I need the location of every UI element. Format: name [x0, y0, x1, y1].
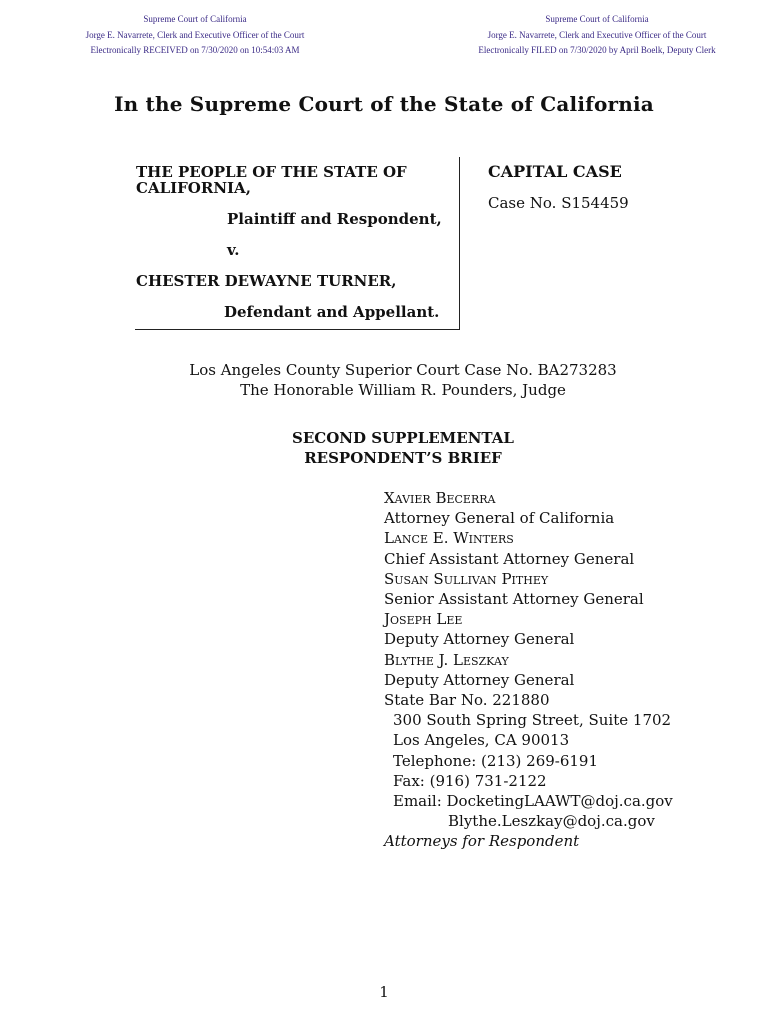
fax: Fax: (916) 731-2122: [393, 771, 547, 790]
stamp-right-line3: Electronically FILED on 7/30/2020 by April Boelk, Deputy Clerk: [478, 45, 716, 55]
address-line1: 300 South Spring Street, Suite 1702: [393, 711, 672, 730]
party1-role: Plaintiff and Respondent,: [227, 210, 442, 228]
party2-role: Defendant and Appellant.: [224, 303, 440, 321]
versus: v.: [227, 241, 240, 259]
counsel-role: Attorneys for Respondent: [384, 832, 580, 851]
counsel-name: Xavier Becerra: [384, 489, 496, 507]
email-secondary: Blythe.Leszkay@doj.ca.gov: [448, 812, 655, 831]
counsel-name: Joseph Lee: [384, 610, 463, 629]
address-line2: Los Angeles, CA 90013: [393, 731, 570, 750]
lower-court-info: [0, 360, 768, 400]
brief-title-line1: SECOND SUPPLEMENTAL: [292, 429, 514, 447]
counsel-title: Attorney General of California: [384, 509, 615, 528]
brief-title-line2: RESPONDENT’S BRIEF: [304, 449, 502, 467]
party1-line1: THE PEOPLE OF THE STATE OF: [136, 163, 407, 181]
received-stamp: [40, 12, 350, 59]
stamp-right-line2: Jorge E. Navarrete, Clerk and Executive Officer of the Court: [487, 29, 707, 40]
counsel-title: Senior Assistant Attorney General: [384, 590, 644, 609]
counsel-title: Deputy Attorney General: [384, 630, 575, 649]
lower-court-judge: The Honorable William R. Pounders, Judge: [240, 381, 566, 399]
telephone: Telephone: (213) 269-6191: [393, 751, 599, 770]
filed-stamp: [458, 12, 736, 59]
state-bar-number: State Bar No. 221880: [384, 691, 550, 710]
capital-case-label: CAPITAL CASE: [488, 162, 622, 181]
lower-court-case: Los Angeles County Superior Court Case No. BA273283: [189, 361, 617, 379]
counsel-title: Deputy Attorney General: [384, 670, 575, 689]
stamp-right-line1: Supreme Court of California: [545, 14, 649, 24]
counsel-title: Chief Assistant Attorney General: [384, 549, 635, 568]
brief-title: [0, 428, 768, 468]
counsel-name: Lance E. Winters: [384, 529, 514, 548]
counsel-block: [384, 488, 764, 852]
stamp-left-line1: Supreme Court of California: [143, 14, 247, 24]
case-number: Case No. S154459: [488, 194, 629, 212]
court-title: In the Supreme Court of the State of California: [114, 92, 654, 116]
page-number: 1: [379, 983, 389, 1001]
email-primary: Email: DocketingLAAWT@doj.ca.gov: [393, 792, 673, 811]
party2-name: CHESTER DEWAYNE TURNER,: [136, 272, 397, 290]
counsel-name: Blythe J. Leszkay: [384, 650, 509, 669]
party1-line2: CALIFORNIA,: [136, 179, 251, 197]
stamp-left-line2: Jorge E. Navarrete, Clerk and Executive Officer of the Court: [85, 29, 305, 40]
counsel-name: Susan Sullivan Pithey: [384, 569, 549, 588]
case-caption: [135, 157, 460, 330]
stamp-left-line3: Electronically RECEIVED on 7/30/2020 on 10:54:03 AM: [90, 45, 300, 55]
